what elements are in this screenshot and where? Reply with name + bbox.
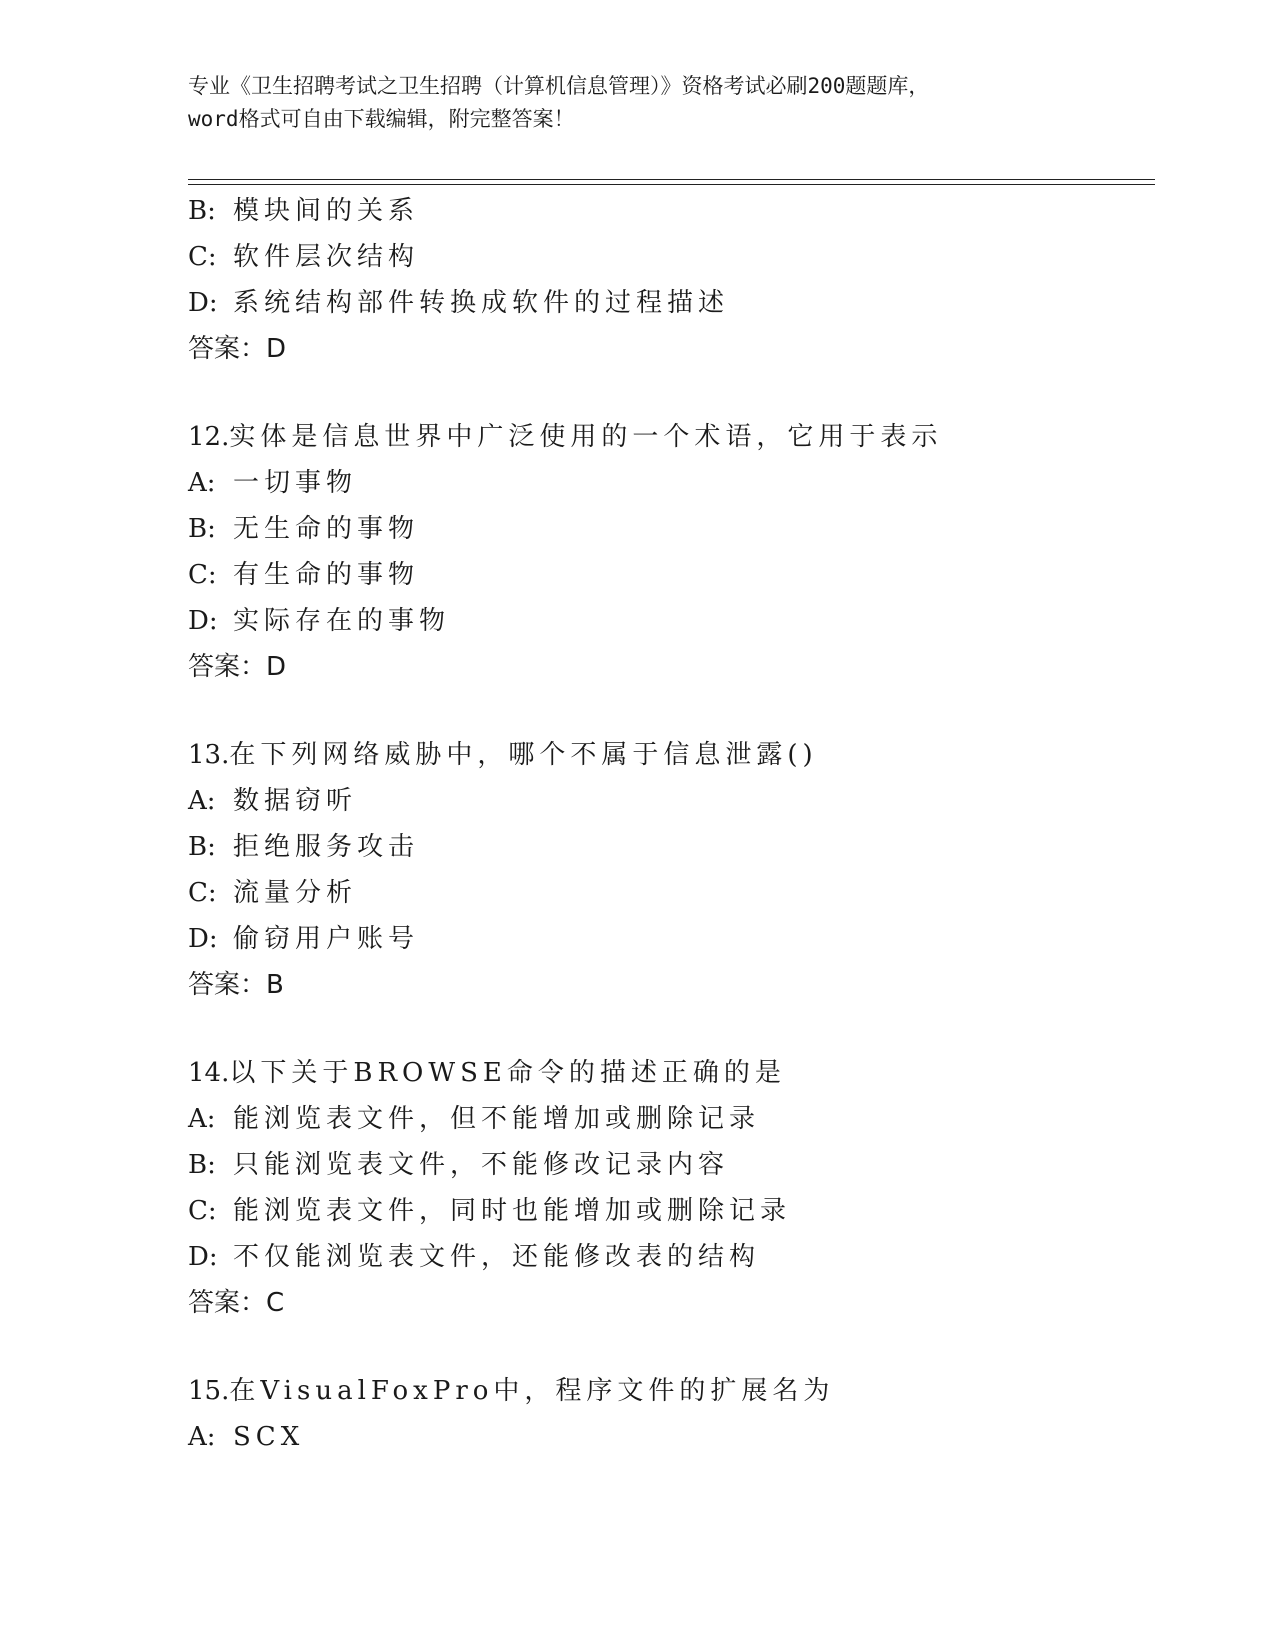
option-d bbox=[188, 598, 1168, 644]
question-12 bbox=[188, 414, 1168, 690]
option-text: 实际存在的事物 bbox=[233, 606, 451, 636]
option-text: SCX bbox=[233, 1422, 305, 1452]
option-text: 拒绝服务攻击 bbox=[233, 832, 420, 862]
option-c bbox=[188, 1188, 1168, 1234]
question-text: 以下关于BROWSE命令的描述正确的是 bbox=[229, 1058, 786, 1088]
spacer bbox=[188, 1326, 1168, 1368]
option-key: A: bbox=[188, 786, 216, 816]
header-line-1: 专业《卫生招聘考试之卫生招聘（计算机信息管理）》资格考试必刷200题题库， bbox=[188, 74, 930, 98]
option-text: 系统结构部件转换成软件的过程描述 bbox=[233, 288, 730, 318]
option-text: 只能浏览表文件，不能修改记录内容 bbox=[233, 1150, 730, 1180]
option-a bbox=[188, 1096, 1168, 1142]
option-c bbox=[188, 552, 1168, 598]
spacer bbox=[188, 690, 1168, 732]
option-d bbox=[188, 280, 1168, 326]
question-number: 12. bbox=[188, 422, 230, 452]
option-key: B: bbox=[188, 514, 216, 544]
question-text: 实体是信息世界中广泛使用的一个术语，它用于表示 bbox=[229, 422, 943, 452]
option-key: C: bbox=[188, 560, 217, 590]
spacer bbox=[188, 1008, 1168, 1050]
option-key: A: bbox=[188, 1104, 216, 1134]
option-text: 一切事物 bbox=[233, 468, 358, 498]
question-15 bbox=[188, 1368, 1168, 1460]
header-line-2: word格式可自由下载编辑，附完整答案！ bbox=[188, 107, 575, 131]
question-text: 在VisualFoxPro中，程序文件的扩展名为 bbox=[229, 1376, 835, 1406]
option-key: B: bbox=[188, 1150, 216, 1180]
option-text: 能浏览表文件，但不能增加或删除记录 bbox=[233, 1104, 761, 1134]
option-key: B: bbox=[188, 196, 216, 226]
question-stem bbox=[188, 1368, 1168, 1414]
option-text: 能浏览表文件，同时也能增加或删除记录 bbox=[233, 1196, 792, 1226]
question-stem bbox=[188, 732, 1168, 778]
option-key: A: bbox=[188, 468, 216, 498]
option-b bbox=[188, 824, 1168, 870]
header-divider-top bbox=[188, 179, 1155, 180]
option-text: 偷窃用户账号 bbox=[233, 924, 420, 954]
question-number: 14. bbox=[188, 1058, 230, 1088]
option-key: D: bbox=[188, 924, 218, 954]
option-key: D: bbox=[188, 288, 218, 318]
option-text: 流量分析 bbox=[233, 878, 358, 908]
answer-line: 答案：D bbox=[188, 652, 287, 682]
option-a bbox=[188, 460, 1168, 506]
header-divider-bottom bbox=[188, 184, 1155, 185]
answer-line: 答案：C bbox=[188, 1288, 285, 1318]
option-c bbox=[188, 870, 1168, 916]
option-text: 软件层次结构 bbox=[233, 242, 420, 272]
option-text: 数据窃听 bbox=[233, 786, 358, 816]
answer-line: 答案：B bbox=[188, 970, 284, 1000]
option-text: 不仅能浏览表文件，还能修改表的结构 bbox=[233, 1242, 761, 1272]
question-14 bbox=[188, 1050, 1168, 1326]
option-b bbox=[188, 188, 1168, 234]
option-b bbox=[188, 1142, 1168, 1188]
question-13 bbox=[188, 732, 1168, 1008]
option-d bbox=[188, 1234, 1168, 1280]
option-a bbox=[188, 778, 1168, 824]
question-11 bbox=[188, 188, 1168, 372]
question-stem bbox=[188, 1050, 1168, 1096]
answer-line: 答案：D bbox=[188, 334, 287, 364]
spacer bbox=[188, 372, 1168, 414]
option-b bbox=[188, 506, 1168, 552]
option-text: 无生命的事物 bbox=[233, 514, 420, 544]
question-number: 13. bbox=[188, 740, 230, 770]
option-a bbox=[188, 1414, 1168, 1460]
question-list bbox=[188, 188, 1168, 1460]
option-key: C: bbox=[188, 878, 217, 908]
option-key: C: bbox=[188, 1196, 217, 1226]
option-key: A: bbox=[188, 1422, 216, 1452]
option-c bbox=[188, 234, 1168, 280]
document-header bbox=[188, 70, 1088, 136]
question-text: 在下列网络威胁中，哪个不属于信息泄露() bbox=[229, 740, 818, 770]
option-text: 模块间的关系 bbox=[233, 196, 420, 226]
option-d bbox=[188, 916, 1168, 962]
option-key: D: bbox=[188, 1242, 218, 1272]
option-key: D: bbox=[188, 606, 218, 636]
option-key: C: bbox=[188, 242, 217, 272]
option-key: B: bbox=[188, 832, 216, 862]
option-text: 有生命的事物 bbox=[233, 560, 420, 590]
question-number: 15. bbox=[188, 1376, 230, 1406]
question-stem bbox=[188, 414, 1168, 460]
